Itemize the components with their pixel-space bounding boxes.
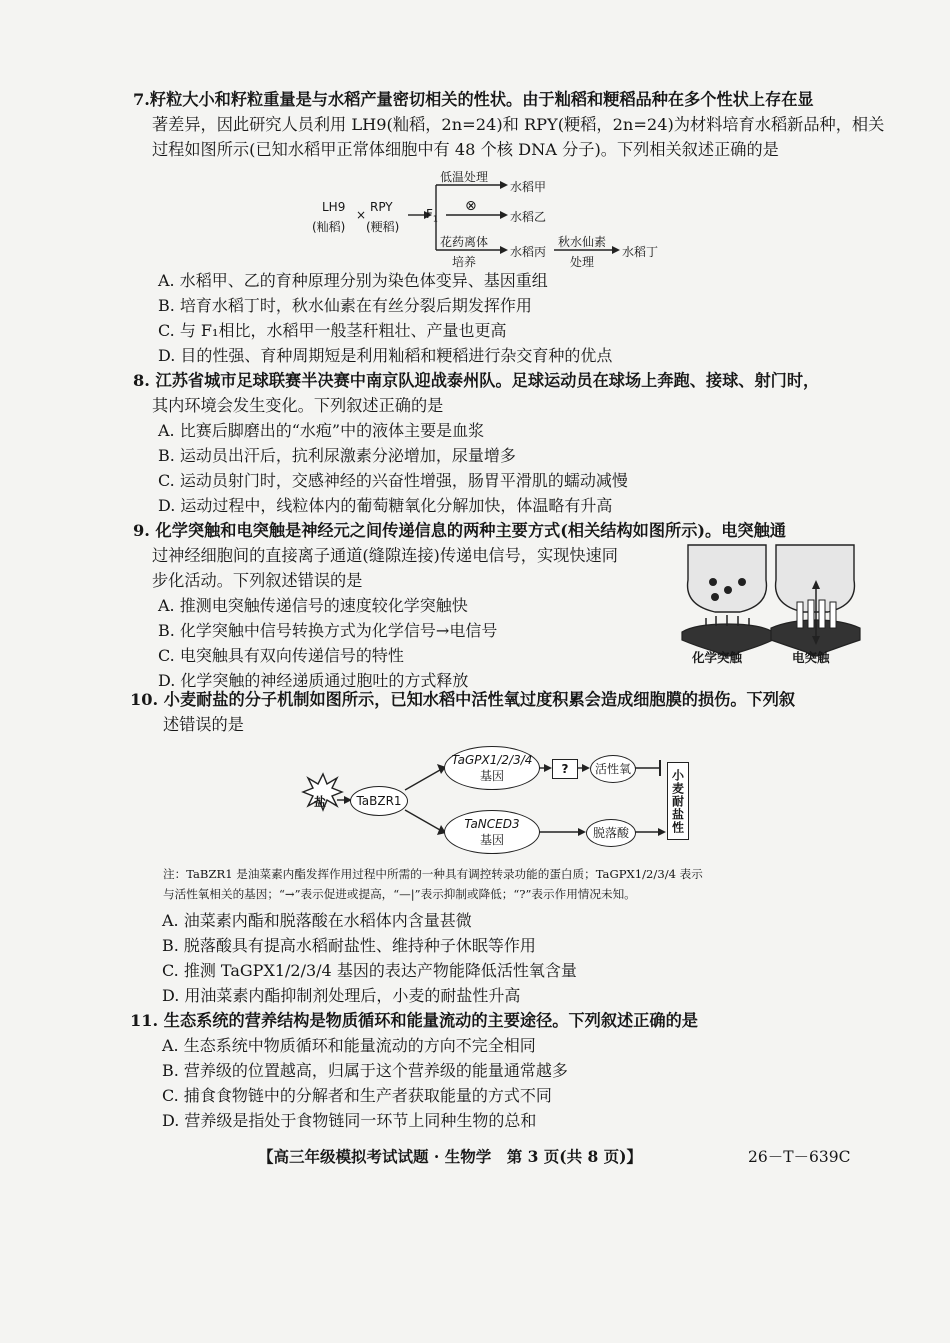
q7-mid-result: 水稻乙 bbox=[510, 210, 547, 224]
q11-stem-line1: 11. 生态系统的营养结构是物质循环和能量流动的主要途径。下列叙述正确的是 bbox=[130, 1011, 698, 1030]
q7-option-d: D. 目的性强、育种周期短是利用籼稻和粳稻进行杂交育种的优点 bbox=[158, 346, 613, 365]
q11-option-a: A. 生态系统中物质循环和能量流动的方向不完全相同 bbox=[162, 1036, 536, 1055]
q7-bot-process1: 花药离体 bbox=[440, 235, 489, 249]
q7-stem-line3: 过程如图所示(已知水稻甲正常体细胞中有 48 个核 DNA 分子)。下列相关叙述正确的是 bbox=[152, 140, 779, 159]
q7-f1-label: $F_1$ bbox=[426, 207, 438, 224]
q9-stem-line2: 过神经细胞间的直接离子通道(缝隙连接)传递电信号，实现快速同 bbox=[152, 546, 618, 565]
q7-lh9-sub: (籼稻) bbox=[312, 220, 346, 234]
q9-chemical-synapse-label: 化学突触 bbox=[692, 650, 743, 665]
q9-option-c: C. 电突触具有双向传递信号的特性 bbox=[158, 646, 404, 665]
q7-top-result: 水稻甲 bbox=[510, 180, 547, 194]
q8-stem-line1: 8. 江苏省城市足球联赛半决赛中南京队迎战泰州队。足球运动员在球场上奔跑、接球、射门时， bbox=[133, 371, 820, 390]
q10-ros-node: 活性氧 bbox=[590, 755, 636, 783]
q8-stem-line2: 其内环境会发生变化。下列叙述正确的是 bbox=[152, 396, 444, 415]
q11-option-d: D. 营养级是指处于食物链同一环节上同种生物的总和 bbox=[162, 1111, 537, 1130]
q10-gpx-gene-node: TaGPX1/2/3/4 基因 bbox=[444, 746, 540, 790]
q10-unknown-box: ? bbox=[552, 759, 578, 779]
q10-option-b: B. 脱落酸具有提高水稻耐盐性、维持种子休眠等作用 bbox=[162, 936, 536, 955]
q8-option-a: A. 比赛后脚磨出的“水疱”中的液体主要是血浆 bbox=[158, 421, 485, 440]
q11-option-b: B. 营养级的位置越高，归属于这个营养级的能量通常越多 bbox=[162, 1061, 568, 1080]
q7-bot-process2: 秋水仙素 bbox=[558, 235, 607, 249]
q9-option-b: B. 化学突触中信号转换方式为化学信号→电信号 bbox=[158, 621, 498, 640]
q7-stem-line2: 著差异，因此研究人员利用 LH9(籼稻，2n=24)和 RPY(粳稻，2n=24)为材料培育水稻新品种，相关 bbox=[152, 115, 885, 134]
q10-stem-line2: 述错误的是 bbox=[163, 715, 244, 734]
q7-option-a: A. 水稻甲、乙的育种原理分别为染色体变异、基因重组 bbox=[158, 271, 548, 290]
q10-aba-node: 脱落酸 bbox=[586, 819, 636, 847]
q8-option-b: B. 运动员出汗后，抗利尿激素分泌增加，尿量增多 bbox=[158, 446, 516, 465]
q10-nced3-gene-node: TaNCED3 基因 bbox=[444, 810, 540, 854]
q8-option-d: D. 运动过程中，线粒体内的葡萄糖氧化分解加快，体温略有升高 bbox=[158, 496, 613, 515]
q10-option-c: C. 推测 TaGPX1/2/3/4 基因的表达产物能降低活性氧含量 bbox=[162, 961, 577, 980]
q7-stem-line1: 7.籽粒大小和籽粒重量是与水稻产量密切相关的性状。由于籼稻和粳稻品种在多个性状上存在显 bbox=[133, 90, 814, 109]
page-footer-title: 【高三年级模拟考试试题 · 生物学 第 3 页(共 8 页)】 bbox=[258, 1147, 643, 1166]
q7-top-process: 低温处理 bbox=[440, 170, 489, 184]
q10-option-d: D. 用油菜素内酯抑制剂处理后，小麦的耐盐性升高 bbox=[162, 986, 521, 1005]
q7-rpy-sub: (粳稻) bbox=[366, 220, 400, 234]
q7-option-b: B. 培育水稻丁时，秋水仙素在有丝分裂后期发挥作用 bbox=[158, 296, 532, 315]
q7-cross-symbol: × bbox=[356, 208, 367, 222]
q10-salt-label: 盐 bbox=[314, 795, 327, 809]
q10-salt-tolerance-box: 小麦耐盐性 bbox=[667, 762, 689, 840]
q10-note-line2: 与活性氧相关的基因；“→”表示促进或提高，“—|”表示抑制或降低；“?”表示作用情况未知。 bbox=[163, 887, 636, 901]
q7-rpy-label: RPY bbox=[370, 200, 393, 214]
q9-option-a: A. 推测电突触传递信号的速度较化学突触快 bbox=[158, 596, 468, 615]
q7-option-c: C. 与 F₁相比，水稻甲一般茎秆粗壮、产量也更高 bbox=[158, 321, 507, 340]
q9-stem-line3: 步化活动。下列叙述错误的是 bbox=[152, 571, 363, 590]
q10-stem-line1: 10. 小麦耐盐的分子机制如图所示，已知水稻中活性氧过度积累会造成细胞膜的损伤。下列叙 bbox=[130, 690, 796, 709]
q7-lh9-label: LH9 bbox=[322, 200, 346, 214]
q9-stem-line1: 9. 化学突触和电突触是神经元之间传递信息的两种主要方式(相关结构如图所示)。电突触通 bbox=[133, 521, 786, 540]
q10-tabzr1-node: TaBZR1 bbox=[350, 786, 408, 816]
page-footer-code: 26－T－639C bbox=[748, 1148, 851, 1166]
q10-note-line1: 注：TaBZR1 是油菜素内酯发挥作用过程中所需的一种具有调控转录功能的蛋白质；TaGPX1/2/3/4 表示 bbox=[163, 867, 703, 881]
q11-option-c: C. 捕食食物链中的分解者和生产者获取能量的方式不同 bbox=[162, 1086, 552, 1105]
q7-bot-process2b: 处理 bbox=[570, 255, 595, 269]
q7-bot-process1b: 培养 bbox=[452, 255, 477, 269]
q9-option-d: D. 化学突触的神经递质通过胞吐的方式释放 bbox=[158, 671, 469, 690]
q8-option-c: C. 运动员射门时，交感神经的兴奋性增强，肠胃平滑肌的蠕动减慢 bbox=[158, 471, 628, 490]
q10-option-a: A. 油菜素内酯和脱落酸在水稻体内含量甚微 bbox=[162, 911, 472, 930]
q9-electrical-synapse-label: 电突触 bbox=[792, 650, 830, 665]
q7-bot-result: 水稻丙 bbox=[510, 245, 547, 259]
q7-final-result: 水稻丁 bbox=[622, 245, 659, 259]
q7-selfing-symbol: ⊗ bbox=[465, 198, 477, 214]
